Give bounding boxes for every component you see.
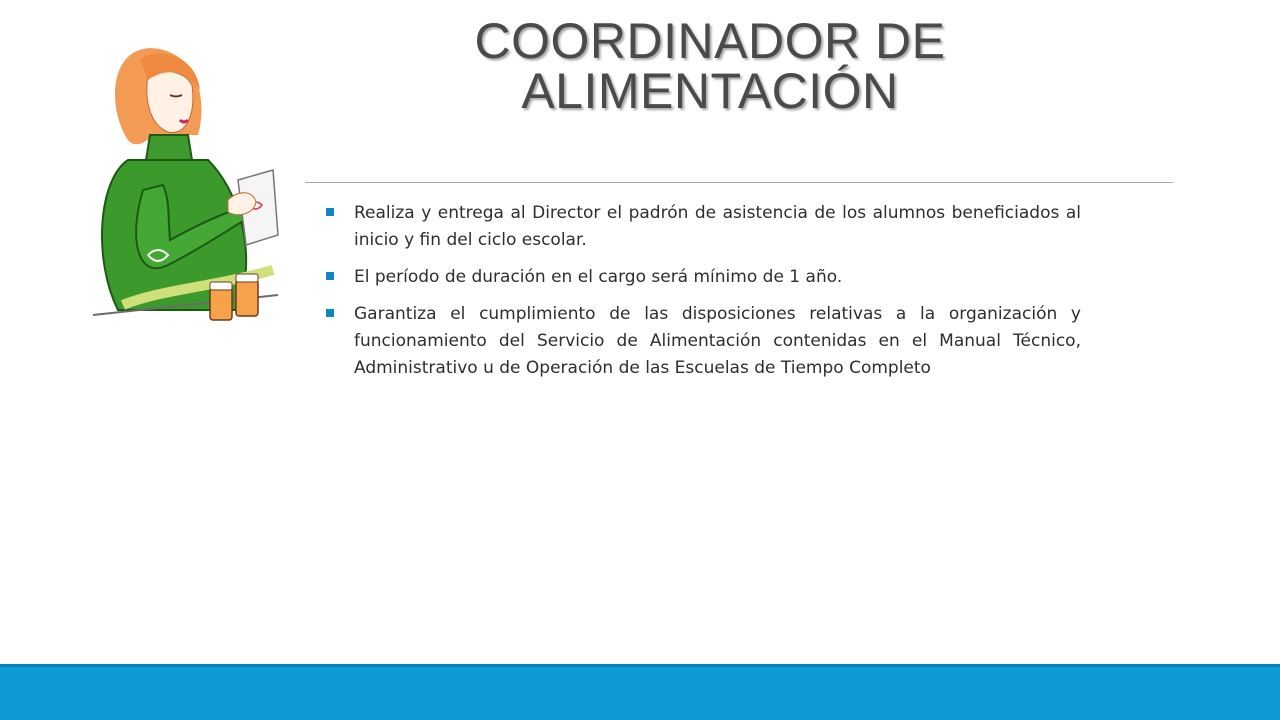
bullet-text: Garantiza el cumplimiento de las disposiciones relativas a la organización y funcionamiento del Servicio de Alimentación contenidas en el Manual Técnico, Administrativo u de Operación de las Escuelas de Tiempo Completo bbox=[354, 304, 1081, 378]
bullet-list bbox=[326, 200, 1081, 392]
footer-bar bbox=[0, 664, 1280, 720]
bullet-item bbox=[326, 200, 1081, 254]
title-divider bbox=[305, 182, 1173, 183]
square-bullet-icon bbox=[326, 272, 334, 280]
bullet-text: El período de duración en el cargo será mínimo de 1 año. bbox=[354, 267, 843, 287]
square-bullet-icon bbox=[326, 309, 334, 317]
bullet-item bbox=[326, 301, 1081, 382]
bullet-text: Realiza y entrega al Director el padrón de asistencia de los alumnos beneficiados al inicio y fin del ciclo escolar. bbox=[354, 203, 1081, 250]
bullet-item bbox=[326, 264, 1081, 291]
woman-with-medicine-jars-icon bbox=[88, 40, 288, 330]
slide-title-line-2: ALIMENTACIÓN bbox=[521, 63, 899, 119]
slide-title-line-1: COORDINADOR DE bbox=[474, 13, 946, 69]
square-bullet-icon bbox=[326, 208, 334, 216]
slide-title bbox=[390, 13, 1030, 119]
